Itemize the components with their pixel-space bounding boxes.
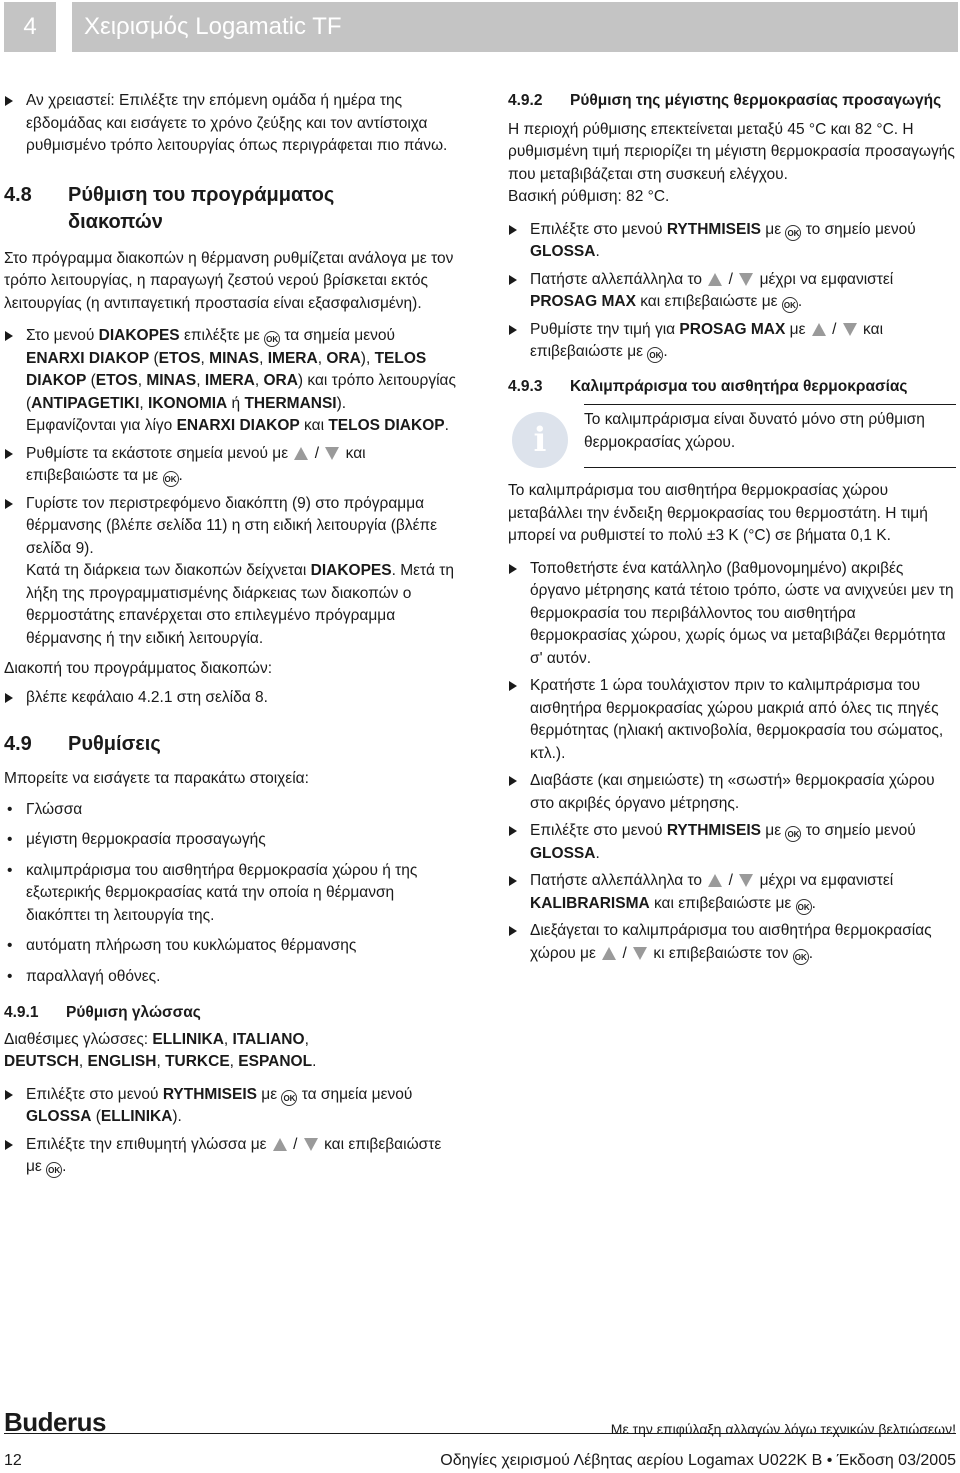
section-paragraph: Η περιοχή ρύθμισης επεκτείνεται μεταξύ 45 °C και 82 °C. Η ρυθμισμένη τιμή περιορίζει τη μέγιστη θερμοκρασία προσαγωγής που μεταβιβάζεται στη συσκευή ελέγχου. — [508, 120, 955, 183]
bullet-icon: • — [7, 967, 13, 985]
arrow-bullet-icon — [509, 826, 517, 836]
section-paragraph: Μπορείτε να εισάγετε τα παρακάτω στοιχεία: — [4, 770, 309, 787]
stop-heading: Διακοπή του προγράμματος διακοπών: — [4, 660, 273, 677]
arrow-down-button-icon — [739, 874, 753, 887]
ok-button-icon: OK — [163, 471, 179, 487]
list-item: Διεξάγεται το καλιμπράρισμα του αισθητήρα θερμοκρασίας χώρου με / κι επιβεβαιώστε τον OK . — [508, 920, 956, 965]
ok-button-icon: OK — [782, 297, 798, 313]
section-paragraph: Στο πρόγραμμα διακοπών η θέρμανση ρυθμίζεται ανάλογα με τον τρόπο λειτουργίας, η παραγωγή ζεστού νερού βρίσκεται εκτός λειτουργίας (η αντιπαγετική προστασία είναι εξασφαλισμένη). — [4, 249, 454, 312]
list-item: Πατήστε αλλεπάλληλα το / μέχρι να εμφανιστεί PROSAG MAX και επιβεβαιώστε με OK . — [508, 269, 956, 314]
arrow-bullet-icon — [5, 1140, 13, 1150]
subsection-heading-4-9-3: 4.9.3 Καλιμπράρισμα του αισθητήρα θερμοκρασίας — [508, 377, 908, 395]
ok-button-icon: OK — [785, 826, 801, 842]
list-item: Αν χρειαστεί: Επιλέξτε την επόμενη ομάδα ή ημέρα της εβδομάδας και εισάγετε το χρόνο ζεύξης και τον αντίστοιχα ρυθμισμένο τρόπο λειτουργίας όπως περιγράφεται πιο πάνω. — [4, 90, 456, 158]
ok-button-icon: OK — [264, 331, 280, 347]
right-column — [508, 90, 956, 970]
chapter-number: 4 — [4, 2, 56, 52]
list-item: Επιλέξτε στο μενού RYTHMISEIS με OK τα σημεία μενού GLOSSA (ELLINIKA). — [4, 1084, 456, 1129]
arrow-up-button-icon — [294, 447, 308, 460]
arrow-bullet-icon — [5, 331, 13, 341]
list-item: Ρυθμίστε τα εκάστοτε σημεία μενού με / και επιβεβαιώστε τα με OK . — [4, 443, 456, 488]
arrow-down-button-icon — [843, 323, 857, 336]
subsection-heading-4-9-1: 4.9.1 Ρύθμιση γλώσσας — [4, 1004, 201, 1021]
ok-button-icon: OK — [647, 347, 663, 363]
list-item: βλέπε κεφάλαιο 4.2.1 στη σελίδα 8. — [4, 687, 456, 710]
arrow-up-button-icon — [602, 947, 616, 960]
bullet-icon: • — [7, 800, 13, 818]
list-item: • καλιμπράρισμα του αισθητήρα θερμοκρασία χώρου ή της εξωτερικής θερμοκρασίας κατά την οποία η θέρμανση διακόπτει τη λειτουργία της. — [7, 861, 418, 924]
info-icon: i — [512, 412, 568, 468]
arrow-down-button-icon — [633, 947, 647, 960]
list-item: Κρατήστε 1 ώρα τουλάχιστον πριν το καλιμπράρισμα του αισθητήρα θερμοκρασίας χώρου μακριά από όλες τις πηγές θερμότητας (ηλιακή ακτινοβολία, θερμοκρασία του σώματος, κτλ.). — [508, 675, 956, 765]
arrow-up-button-icon — [708, 874, 722, 887]
list-item: • μέγιστη θερμοκρασία προσαγωγής — [4, 829, 456, 852]
arrow-down-button-icon — [304, 1138, 318, 1151]
arrow-bullet-icon — [509, 225, 517, 235]
info-text: Το καλιμπράρισμα είναι δυνατό μόνο στη ρύθμιση θερμοκρασίας χώρου. — [584, 404, 956, 468]
arrow-down-button-icon — [325, 447, 339, 460]
arrow-bullet-icon — [509, 876, 517, 886]
list-item: Τοποθετήστε ένα κατάλληλο (βαθμονομημένο) ακριβές όργανο μέτρησης κατά τέτοιο τρόπο, ώστε να ανιχνεύει μεν τη θερμοκρασία του περιβάλλοντος του αισθητήρα θερμοκρασίας χώρου, χωρίς όμως να μεταβιβάζει θερμότητα σ' αυτόν. — [508, 558, 956, 671]
bullet-icon: • — [7, 937, 13, 954]
bullet-icon: • — [7, 831, 13, 848]
buderus-logo: Buderus — [4, 1407, 106, 1437]
ok-button-icon: OK — [46, 1162, 62, 1178]
arrow-down-button-icon — [739, 273, 753, 286]
arrow-bullet-icon — [5, 96, 13, 106]
list-item: Γυρίστε τον περιστρεφόμενο διακόπτη (9) στο πρόγραμμα θέρμανσης (βλέπε σελίδα 11) η στη ειδική λειτουργία (βλέπε σελίδα 9). Κατά τη διάρκεια των διακοπών δείχνεται DIAKOPES. Μετά τη λήξη της προγραμματισμένης διάρκειας των διακοπών ο θερμοστάτης επανέρχεται στο επιλεγμένο πρόγραμμα θέρμανσης ή την ειδική λειτουργία. — [4, 493, 456, 651]
arrow-bullet-icon — [509, 275, 517, 285]
page-number: 12 — [4, 1452, 22, 1469]
left-column — [4, 90, 456, 1184]
arrow-bullet-icon — [5, 449, 13, 459]
list-item: Ρυθμίστε την τιμή για PROSAG MAX με / και επιβεβαιώστε με OK . — [508, 319, 956, 364]
list-item: Διαβάστε (και σημειώστε) τη «σωστή» θερμοκρασία χώρου στο ακριβές όργανο μέτρησης. — [508, 770, 956, 815]
bullet-icon: • — [7, 861, 13, 879]
list-item: • αυτόματη πλήρωση του κυκλώματος θέρμανσης — [4, 935, 456, 958]
arrow-up-button-icon — [273, 1138, 287, 1151]
list-item: • Γλώσσα — [4, 799, 456, 822]
arrow-bullet-icon — [509, 776, 517, 786]
arrow-bullet-icon — [509, 926, 517, 936]
arrow-bullet-icon — [509, 681, 517, 691]
arrow-bullet-icon — [509, 564, 517, 574]
arrow-bullet-icon — [5, 1090, 13, 1100]
ok-button-icon: OK — [785, 225, 801, 241]
section-heading-4-8: 4.8 Ρύθμιση του προγράμματος διακοπών — [4, 183, 335, 233]
subsection-heading-4-9-2: 4.9.2 Ρύθμιση της μέγιστης θερμοκρασίας προσαγωγής — [508, 92, 942, 109]
arrow-bullet-icon — [5, 499, 13, 509]
languages-line: Διαθέσιμες γλώσσες: ELLINIKA, ITALIANO, DEUTSCH, ENGLISH, TURKCE, ESPANOL. — [4, 1030, 317, 1070]
list-item: Στο μενού DIAKOPES επιλέξτε με OK τα σημεία μενού ENARXI DIAKOP (ETOS, MINAS, IMERA, ORA), TELOS DIAKOP (ETOS, MINAS, IMERA, ORA) και τρόπο λειτουργίας (ANTIPAGETIKI, IKONOMIA ή THERMANSI). Εμφανίζονται για λίγο ENARXI DIAKOP και TELOS DIAKOP. — [4, 325, 456, 438]
section-heading-4-9: 4.9 Ρυθμίσεις — [4, 733, 161, 755]
list-item: Επιλέξτε στο μενού RYTHMISEIS με OK το σημείο μενού GLOSSA. — [508, 219, 956, 264]
chapter-title: Χειρισμός Logamatic TF — [72, 2, 958, 52]
arrow-bullet-icon — [5, 693, 13, 703]
list-item: Επιλέξτε την επιθυμητή γλώσσα με / και επιβεβαιώστε με OK . — [4, 1134, 456, 1179]
arrow-up-button-icon — [812, 323, 826, 336]
arrow-up-button-icon — [708, 273, 722, 286]
list-item: Πατήστε αλλεπάλληλα το / μέχρι να εμφανιστεί KALIBRARISMA και επιβεβαιώστε με OK . — [508, 870, 956, 915]
footer-note: Με την επιφύλαξη αλλαγών λόγω τεχνικών βελτιώσεων! — [610, 1421, 956, 1437]
ok-button-icon: OK — [281, 1090, 297, 1106]
document-title: Οδηγίες χειρισμού Λέβητας αερίου Logamax U022K B • Έκδοση 03/2005 — [440, 1452, 956, 1469]
list-item: Επιλέξτε στο μενού RYTHMISEIS με OK το σημείο μενού GLOSSA. — [508, 820, 956, 865]
ok-button-icon: OK — [793, 949, 809, 965]
basic-setting: Βασική ρύθμιση: 82 °C. — [508, 188, 670, 205]
info-note — [508, 404, 956, 468]
arrow-bullet-icon — [509, 325, 517, 335]
ok-button-icon: OK — [796, 899, 812, 915]
footer-divider — [4, 1433, 956, 1434]
section-paragraph: Το καλιμπράρισμα του αισθητήρα θερμοκρασίας χώρου μεταβάλλει την ένδειξη θερμοκρασίας του θερμοστάτη. Η τιμή μπορεί να ρυθμιστεί το πολύ ±3 K (°C) σε βήματα 0,1 K. — [508, 482, 928, 544]
list-item: • παραλλαγή οθόνες. — [4, 966, 456, 989]
